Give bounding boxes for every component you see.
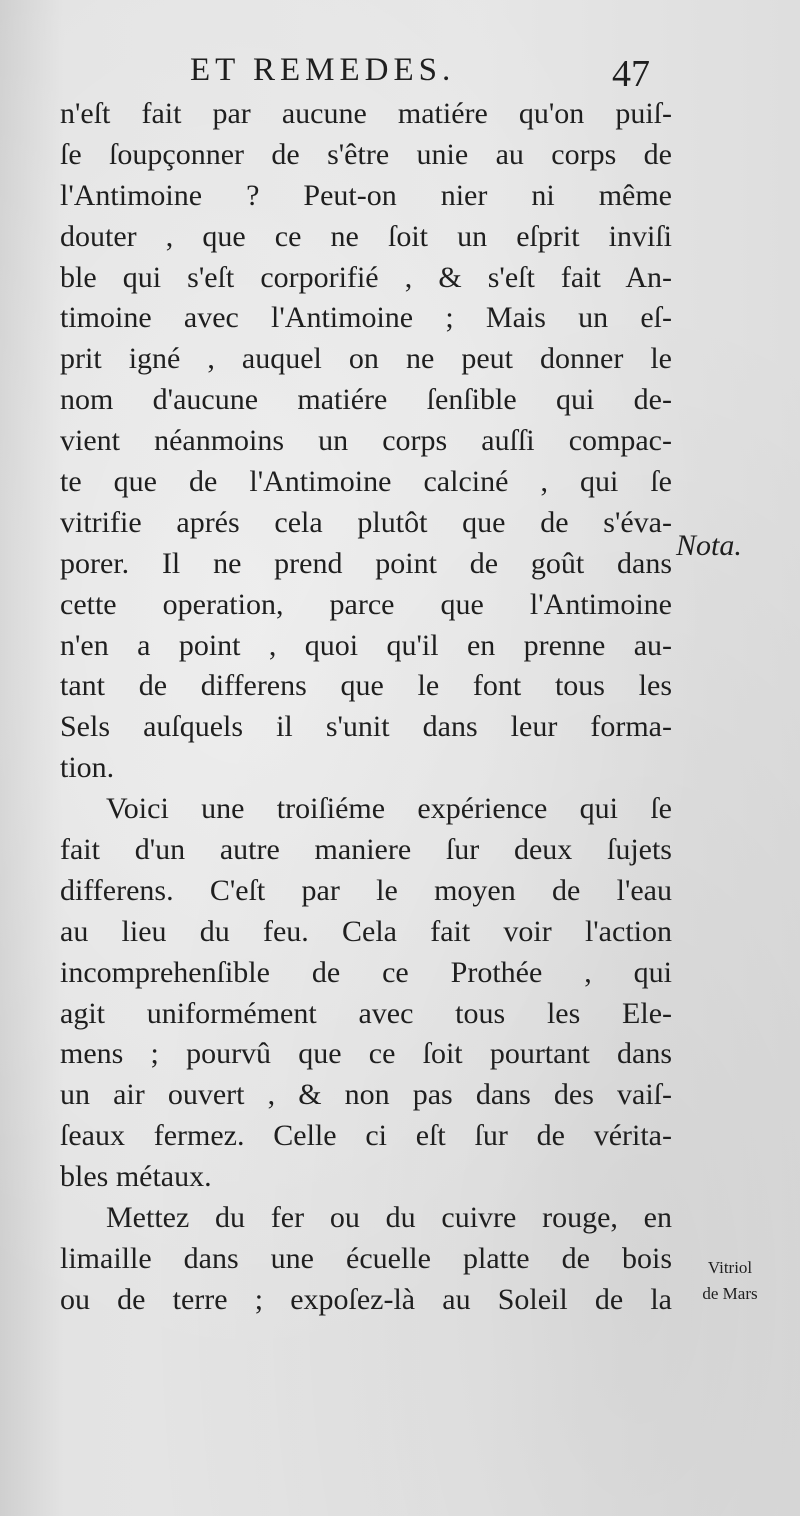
text-line: timoine avec l'Antimoine ; Mais un eſ- — [60, 301, 672, 335]
body-text — [60, 94, 672, 1321]
text-line: ſe ſoupçonner de s'être unie au corps de — [60, 137, 672, 171]
text-line: differens. C'eſt par le moyen de l'eau — [60, 873, 672, 907]
text-line: te que de l'Antimoine calciné , qui ſe — [60, 465, 672, 499]
text-line: Voici une troiſiéme expérience qui ſe — [106, 792, 672, 826]
text-line: vitrifie aprés cela plutôt que de s'éva- — [60, 505, 672, 539]
text-line: ou de terre ; expoſez-là au Soleil de la — [60, 1282, 672, 1316]
text-line: un air ouvert , & non pas dans des vaiſ- — [60, 1078, 672, 1112]
running-head: ET REMEDES. — [190, 52, 456, 88]
text-line: douter , que ce ne ſoit un eſprit inviſi — [60, 219, 672, 253]
text-line: bles métaux. — [60, 1160, 212, 1194]
text-line: n'eſt fait par aucune matiére qu'on puiſ- — [60, 97, 672, 130]
text-line: incomprehenſible de ce Prothée , qui — [60, 955, 672, 989]
text-line: au lieu du feu. Cela fait voir l'action — [60, 914, 672, 948]
text-line: tion. — [60, 751, 115, 785]
text-line: ble qui s'eſt corporifié , & s'eſt fait An- — [60, 260, 672, 294]
text-line: fait d'un autre maniere ſur deux ſujets — [60, 833, 672, 867]
text-line: tant de differens que le font tous les — [60, 669, 672, 703]
text-line: nom d'aucune matiére ſenſible qui de- — [60, 383, 672, 417]
text-line: ſeaux fermez. Celle ci eſt ſur de vérita- — [60, 1119, 672, 1153]
text-line: agit uniformément avec tous les Ele- — [60, 996, 672, 1030]
margin-note-vitriol — [680, 1255, 780, 1307]
margin-note-nota: Nota. — [676, 529, 742, 562]
text-line: cette operation, parce que l'Antimoine — [60, 587, 672, 621]
text-line: l'Antimoine ? Peut-on nier ni même — [60, 178, 672, 212]
margin-note-vitriol-line2: de Mars — [702, 1284, 758, 1303]
text-line: limaille dans une écuelle platte de bois — [60, 1241, 672, 1275]
text-line: vient néanmoins un corps auſſi compac- — [60, 424, 672, 458]
text-line: porer. Il ne prend point de goût dans — [60, 546, 672, 580]
text-line: mens ; pourvû que ce ſoit pourtant dans — [60, 1037, 672, 1071]
text-line: n'en a point , quoi qu'il en prenne au- — [60, 628, 672, 662]
text-line: Sels auſquels il s'unit dans leur forma- — [60, 710, 672, 744]
margin-note-vitriol-line1: Vitriol — [707, 1258, 753, 1277]
text-line: prit igné , auquel on ne peut donner le — [60, 342, 672, 376]
text-line: Mettez du fer ou du cuivre rouge, en — [106, 1201, 672, 1235]
page-number: 47 — [612, 53, 650, 95]
